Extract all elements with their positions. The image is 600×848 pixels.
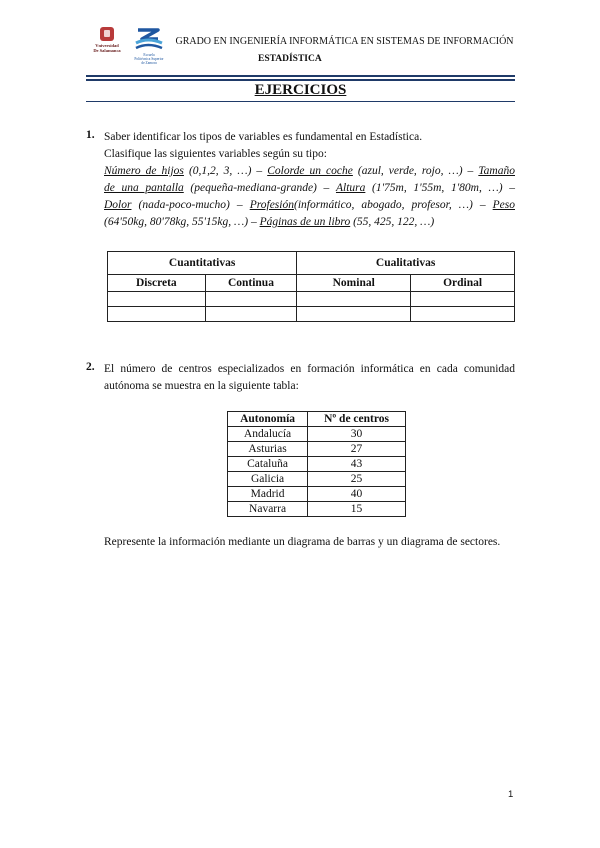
var-separator: – [472, 199, 493, 211]
autonomia-cell: Asturias [228, 442, 308, 457]
var-altura-label: Altura [335, 182, 366, 194]
university-crest-icon [100, 27, 114, 41]
centros-cell: 30 [308, 427, 406, 442]
header-continua: Continua [205, 275, 297, 292]
empty-cell [108, 307, 206, 322]
exercise-2-line2: autónoma se muestra en la siguiente tabla: [104, 380, 299, 392]
empty-cell [297, 292, 411, 307]
header-num-centros: Nº de centros [308, 412, 406, 427]
exercise-1-vars-line1 [104, 163, 515, 180]
empty-cell [205, 292, 297, 307]
page-title: EJERCICIOS [254, 82, 347, 98]
school-logo [128, 28, 170, 64]
var-altura-values: (1'75m, 1'55m, 1'80m, …) [365, 182, 503, 194]
var-separator: – [462, 165, 479, 177]
header-ordinal: Ordinal [411, 275, 515, 292]
var-profesion-label: Profesión [249, 199, 294, 211]
empty-cell [411, 307, 515, 322]
autonomia-cell: Galicia [228, 472, 308, 487]
empty-cell [205, 307, 297, 322]
header-cuantitativas: Cuantitativas [108, 252, 297, 275]
school-logo-name: Escuela Politécnica Superior de Zamora [134, 53, 164, 65]
table-row [228, 502, 406, 517]
var-separator: – [316, 182, 336, 194]
table-row [228, 442, 406, 457]
header-cualitativas: Cualitativas [297, 252, 515, 275]
header-rule-top [86, 75, 515, 77]
var-separator: – [229, 199, 250, 211]
var-color-label: Colorde un coche [267, 165, 353, 177]
exercise-1-number: 1. [86, 129, 95, 141]
centros-cell: 40 [308, 487, 406, 502]
var-color-values: (azul, verde, rojo, …) [352, 165, 463, 177]
var-peso-values: (64'50kg, 80'78kg, 55'15kg, …) [104, 216, 249, 228]
exercise-2-line1: El número de centros especializados en formación informática en cada comunidad [104, 363, 515, 375]
var-tamano-label: Tamaño [478, 165, 515, 177]
var-separator: – [251, 165, 268, 177]
exercise-2-number: 2. [86, 361, 95, 373]
header-nominal: Nominal [297, 275, 411, 292]
title-rule [86, 101, 515, 102]
centros-cell: 15 [308, 502, 406, 517]
exercise-1-vars-line4 [104, 214, 515, 231]
variable-classification-table [107, 251, 515, 322]
centers-table [227, 411, 406, 517]
var-paginas-values: (55, 425, 122, …) [350, 216, 435, 228]
table-row [228, 457, 406, 472]
exercise-1-vars-line2 [104, 180, 515, 197]
var-peso-label: Peso [492, 199, 515, 211]
exercise-1-line2: Clasifique las siguientes variables según su tipo: [104, 148, 327, 160]
header-discreta: Discreta [108, 275, 206, 292]
autonomia-cell: Madrid [228, 487, 308, 502]
exercise-1-intro [104, 129, 515, 231]
centros-cell: 43 [308, 457, 406, 472]
empty-cell [411, 292, 515, 307]
centros-cell: 27 [308, 442, 406, 457]
autonomia-cell: Cataluña [228, 457, 308, 472]
subject-header: ESTADÍSTICA [258, 54, 322, 64]
table-row [228, 487, 406, 502]
exercise-2-instruction: Represente la información mediante un diagrama de barras y un diagrama de sectores. [104, 536, 501, 548]
var-paginas-label: Páginas de un libro [259, 216, 351, 228]
autonomia-cell: Andalucía [228, 427, 308, 442]
exercise-1-vars-line3 [104, 197, 515, 214]
university-logo-name: Vniversidad De Salamanca [93, 43, 121, 53]
var-tamano-label-2: de una pantalla [104, 182, 184, 194]
table-row [228, 427, 406, 442]
var-hijos-label: Número de hijos [104, 165, 184, 177]
var-dolor-values: (nada-poco-mucho) [131, 199, 230, 211]
var-profesion-values: (informático, abogado, profesor, …) [293, 199, 473, 211]
centros-cell: 25 [308, 472, 406, 487]
school-emblem-icon [128, 28, 170, 52]
page-number: 1 [508, 789, 514, 800]
degree-header: GRADO EN INGENIERÍA INFORMÁTICA EN SISTEMAS DE INFORMACIÓN [175, 36, 514, 47]
autonomia-cell: Navarra [228, 502, 308, 517]
header-autonomia: Autonomía [228, 412, 308, 427]
var-separator: – [502, 182, 515, 194]
header-rule-mid [86, 79, 515, 81]
var-dolor-label: Dolor [104, 199, 132, 211]
exercise-1-line1: Saber identificar los tipos de variables es fundamental en Estadística. [104, 131, 423, 143]
var-tamano-values: (pequeña-mediana-grande) [183, 182, 317, 194]
empty-cell [297, 307, 411, 322]
exercise-2-intro [104, 361, 515, 395]
university-logo [88, 27, 126, 61]
table-row [228, 472, 406, 487]
empty-cell [108, 292, 206, 307]
var-separator: – [248, 216, 260, 228]
var-hijos-values: (0,1,2, 3, …) [183, 165, 252, 177]
